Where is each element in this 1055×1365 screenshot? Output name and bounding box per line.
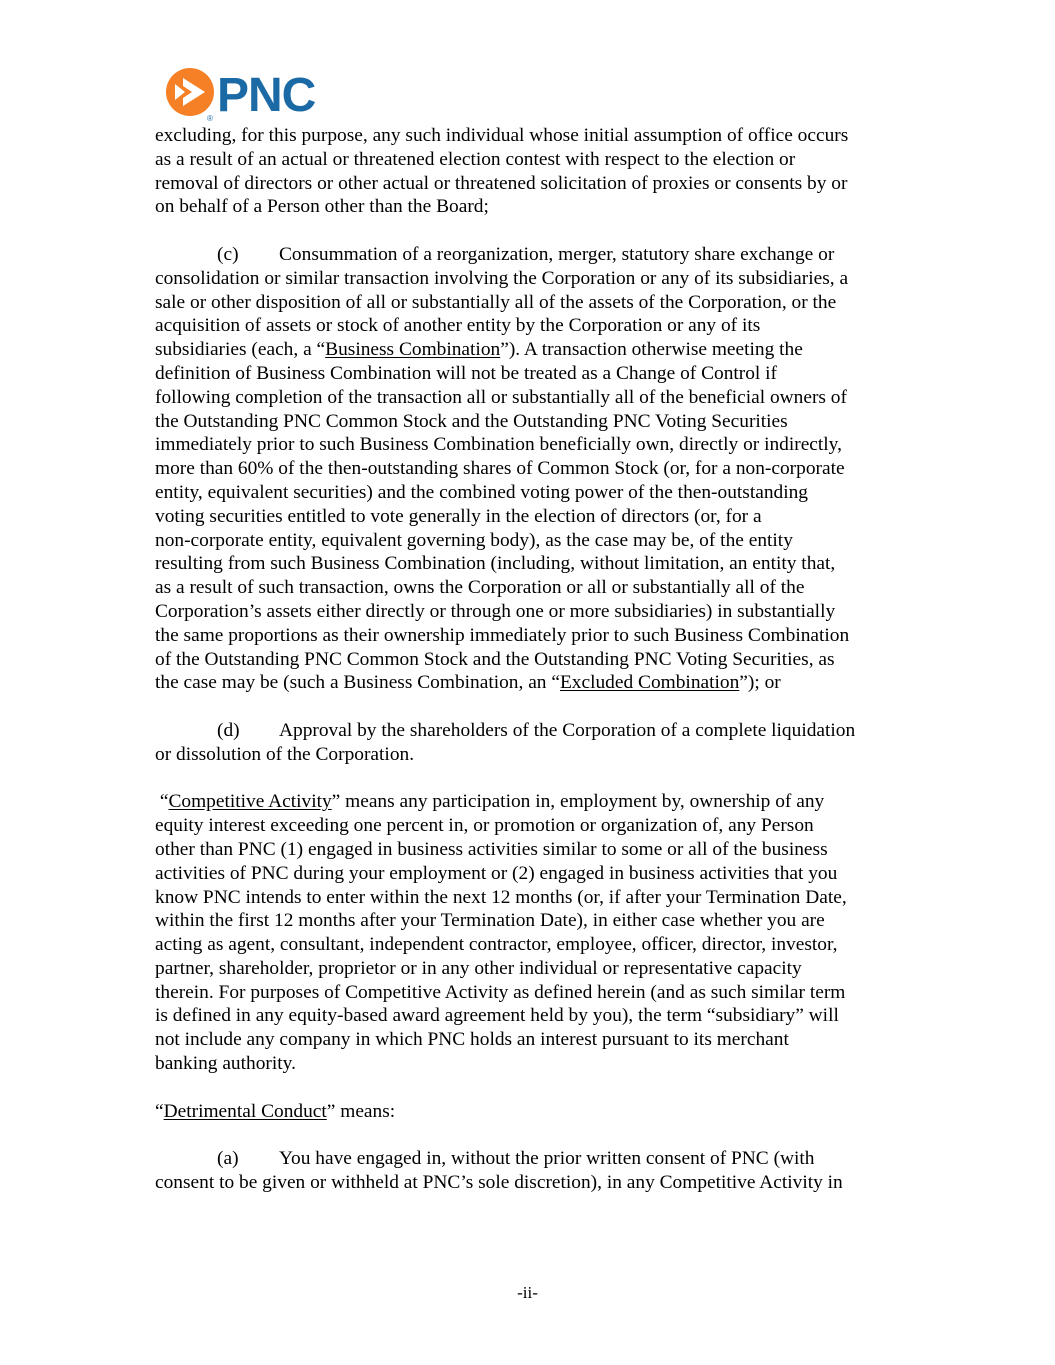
paragraph-d [155,719,915,767]
page-number: -ii- [517,1283,538,1302]
text-line: on behalf of a Person other than the Board; [155,196,489,218]
text-line: immediately prior to such Business Combination beneficially own, directly or indirectly, [155,434,842,456]
paragraph-c [155,243,915,695]
text-line: consent to be given or withheld at PNC’s sole discretion), in any Competitive Activity in [155,1172,843,1194]
document-body [155,124,915,1195]
text-line: (c) Consummation of a reorganization, merger, statutory share exchange or [217,243,835,265]
text-line: resulting from such Business Combination (including, without limitation, an entity that, [155,553,836,575]
defined-term-competitive-activity: Competitive Activity [168,791,332,813]
text-line: “Competitive Activity” means any participation in, employment by, ownership of any [155,791,825,813]
text-line: as a result of such transaction, owns the Corporation or all or substantially all of the [155,577,805,599]
text-line: acting as agent, consultant, independent contractor, employee, officer, director, investor, [155,934,838,956]
text-line: removal of directors or other actual or threatened solicitation of proxies or consents by or [155,172,848,194]
text-line: excluding, for this purpose, any such individual whose initial assumption of office occurs [155,125,849,146]
defined-term-business-combination: Business Combination [325,339,501,361]
text-line: the Outstanding PNC Common Stock and the Outstanding PNC Voting Securities [155,410,788,432]
text-line: banking authority. [155,1053,296,1075]
text-line: acquisition of assets or stock of another entity by the Corporation or any of its [155,315,761,337]
text-line: of the Outstanding PNC Common Stock and the Outstanding PNC Voting Securities, as [155,648,835,670]
text-line: more than 60% of the then-outstanding shares of Common Stock (or, for a non-corporate [155,458,845,480]
text-line: (a) You have engaged in, without the prior written consent of PNC (with [217,1148,815,1170]
text-line: equity interest exceeding one percent in, or promotion or organization of, any Person [155,815,814,837]
paragraph-b-continuation [155,124,915,219]
text-line: activities of PNC during your employment or (2) engaged in business activities that you [155,862,838,884]
clause-label: (d) [217,719,240,741]
text-line: sale or other disposition of all or substantially all of the assets of the Corporation, or the [155,291,837,313]
detrimental-conduct-heading [155,1100,915,1124]
text-line: therein. For purposes of Competitive Activity as defined herein (and as such similar term [155,981,846,1003]
text-line: other than PNC (1) engaged in business activities similar to some or all of the business [155,838,828,860]
text-line: (d) Approval by the shareholders of the Corporation of a complete liquidation [217,719,856,741]
text-line: partner, shareholder, proprietor or in any other individual or representative capacity [155,957,802,979]
defined-term-detrimental-conduct: Detrimental Conduct [163,1100,327,1122]
brand-wordmark: PNC [217,69,316,122]
pnc-logo [165,67,340,122]
clause-label: (c) [217,243,239,265]
text-line: definition of Business Combination will not be treated as a Change of Control if [155,362,778,384]
text-line: following completion of the transaction all or substantially all of the beneficial owners of [155,386,847,408]
paragraph-a [155,1147,915,1195]
text-line: the case may be (such a Business Combination, an “Excluded Combination”); or [155,672,781,694]
text-line: “Detrimental Conduct” means: [155,1100,396,1122]
text-line: non-corporate entity, equivalent governing body), as the case may be, of the entity [155,529,793,551]
defined-term-excluded-combination: Excluded Combination [559,672,740,694]
text-line: know PNC intends to enter within the next 12 months (or, if after your Termination Date, [155,886,847,908]
clause-label: (a) [217,1148,239,1170]
text-line: the same proportions as their ownership immediately prior to such Business Combination [155,624,850,646]
competitive-activity-definition [155,790,915,1076]
registered-mark: ® [207,114,213,122]
text-line: entity, equivalent securities) and the combined voting power of the then-outstanding [155,481,809,503]
text-line: Corporation’s assets either directly or through one or more subsidiaries) in substantially [155,600,836,622]
pnc-triangle-icon [166,68,214,116]
text-line: consolidation or similar transaction involving the Corporation or any of its subsidiaries, a [155,267,849,289]
text-line: as a result of an actual or threatened election contest with respect to the election or [155,148,796,170]
text-line: or dissolution of the Corporation. [155,743,415,765]
text-line: voting securities entitled to vote generally in the election of directors (or, for a [155,505,762,527]
text-line: is defined in any equity-based award agreement held by you), the term “subsidiary” will [155,1005,839,1027]
text-line: not include any company in which PNC holds an interest pursuant to its merchant [155,1029,789,1051]
text-line: subsidiaries (each, a “Business Combination”). A transaction otherwise meeting the [155,339,803,361]
text-line: within the first 12 months after your Termination Date), in either case whether you are [155,910,825,932]
